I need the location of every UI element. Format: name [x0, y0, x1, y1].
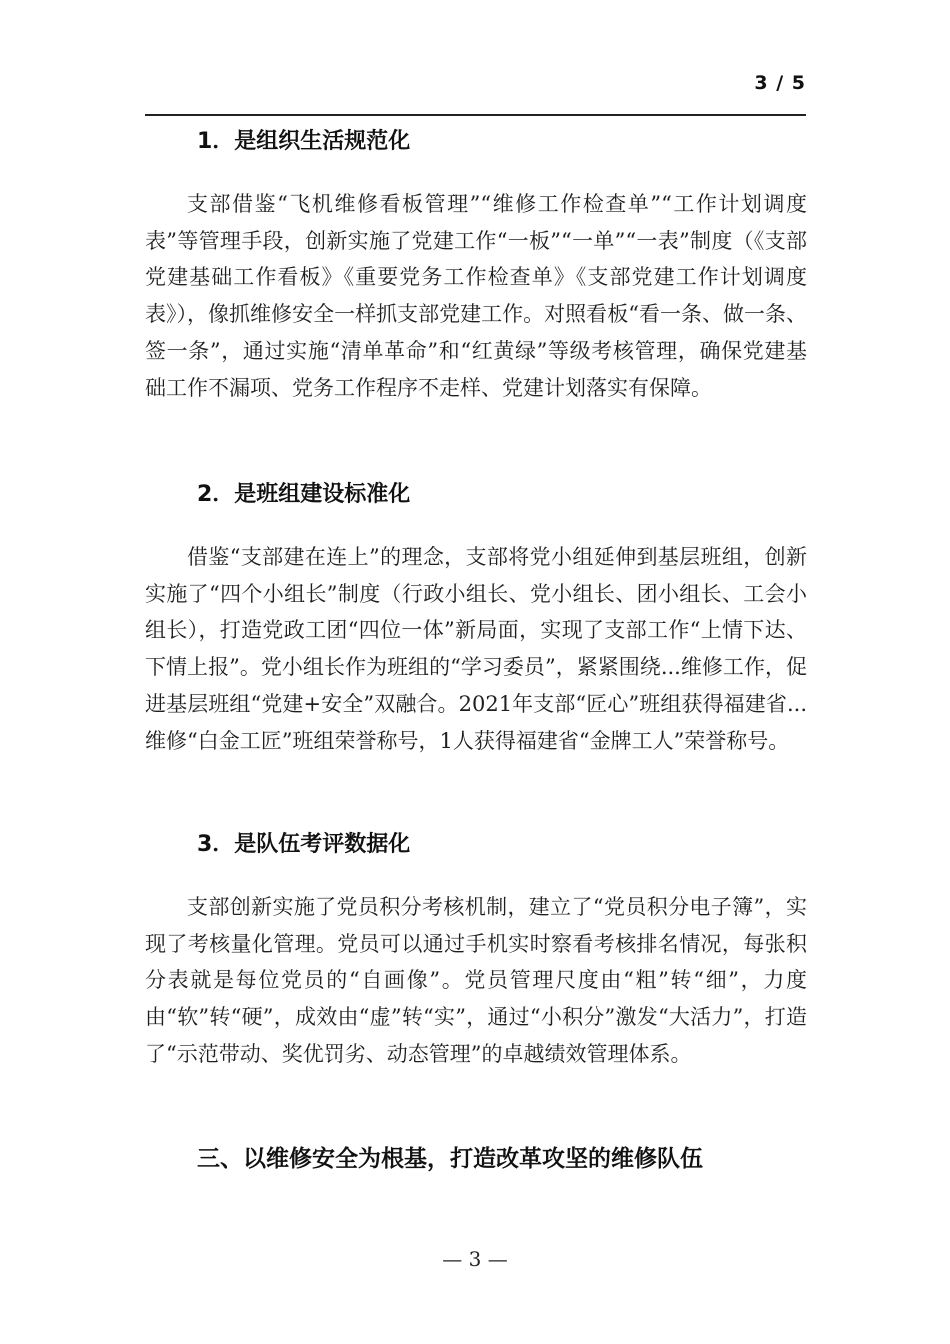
page-header — [145, 66, 806, 116]
page-number-footer: — 3 — — [442, 1247, 508, 1271]
paragraph-1: 支部借鉴“飞机维修看板管理”“维修工作检查单”“工作计划调度表”等管理手段，创新实施了党建工作“一板”“一单”“一表”制度（《支部党建基础工作看板》《重要党务工作检查单》《支部党建工作计划调度表》），像抓维修安全一样抓支部党建工作。对照看板“看一条、做一条、签一条”，通过实施“清单革命”和“红黄绿”等级考核管理，确保党建基础工作不漏项、党务工作程序不走样、党建计划落实有保障。 — [145, 192, 807, 400]
paragraph-3: 支部创新实施了党员积分考核机制，建立了“党员积分电子簿”，实现了考核量化管理。党员可以通过手机实时察看考核排名情况，每张积分表就是每位党员的“自画像”。党员管理尺度由“粗”转“细”，力度由“软”转“硬”，成效由“虚”转“实”，通过“小积分”激发“大活力”，打造了“示范带动、奖优罚劣、动态管理”的卓越绩效管理体系。 — [145, 895, 807, 1066]
subheading-1: 1．是组织生活规范化 — [197, 129, 411, 154]
paragraph-2: 借鉴“支部建在连上”的理念，支部将党小组延伸到基层班组，创新实施了“四个小组长”制度（行政小组长、党小组长、团小组长、工会小组长），打造党政工团“四位一体”新局面，实现了支部工作“上情下达、下情上报”。党小组长作为班组的“学习委员”，紧紧围绕...维修工作，促进基层班组“党建+安全”双融合。2021年支部“匠心”班组获得福建省...维修“白金工匠”班组荣誉称号，1人获得福建省“金牌工人”荣誉称号。 — [145, 545, 807, 753]
subheading-3: 3．是队伍考评数据化 — [197, 832, 411, 857]
subheading-2: 2．是班组建设标准化 — [197, 482, 411, 507]
section-heading: 三、以维修安全为根基，打造改革攻坚的维修队伍 — [197, 1146, 703, 1172]
page-indicator: 3 / 5 — [754, 72, 806, 94]
